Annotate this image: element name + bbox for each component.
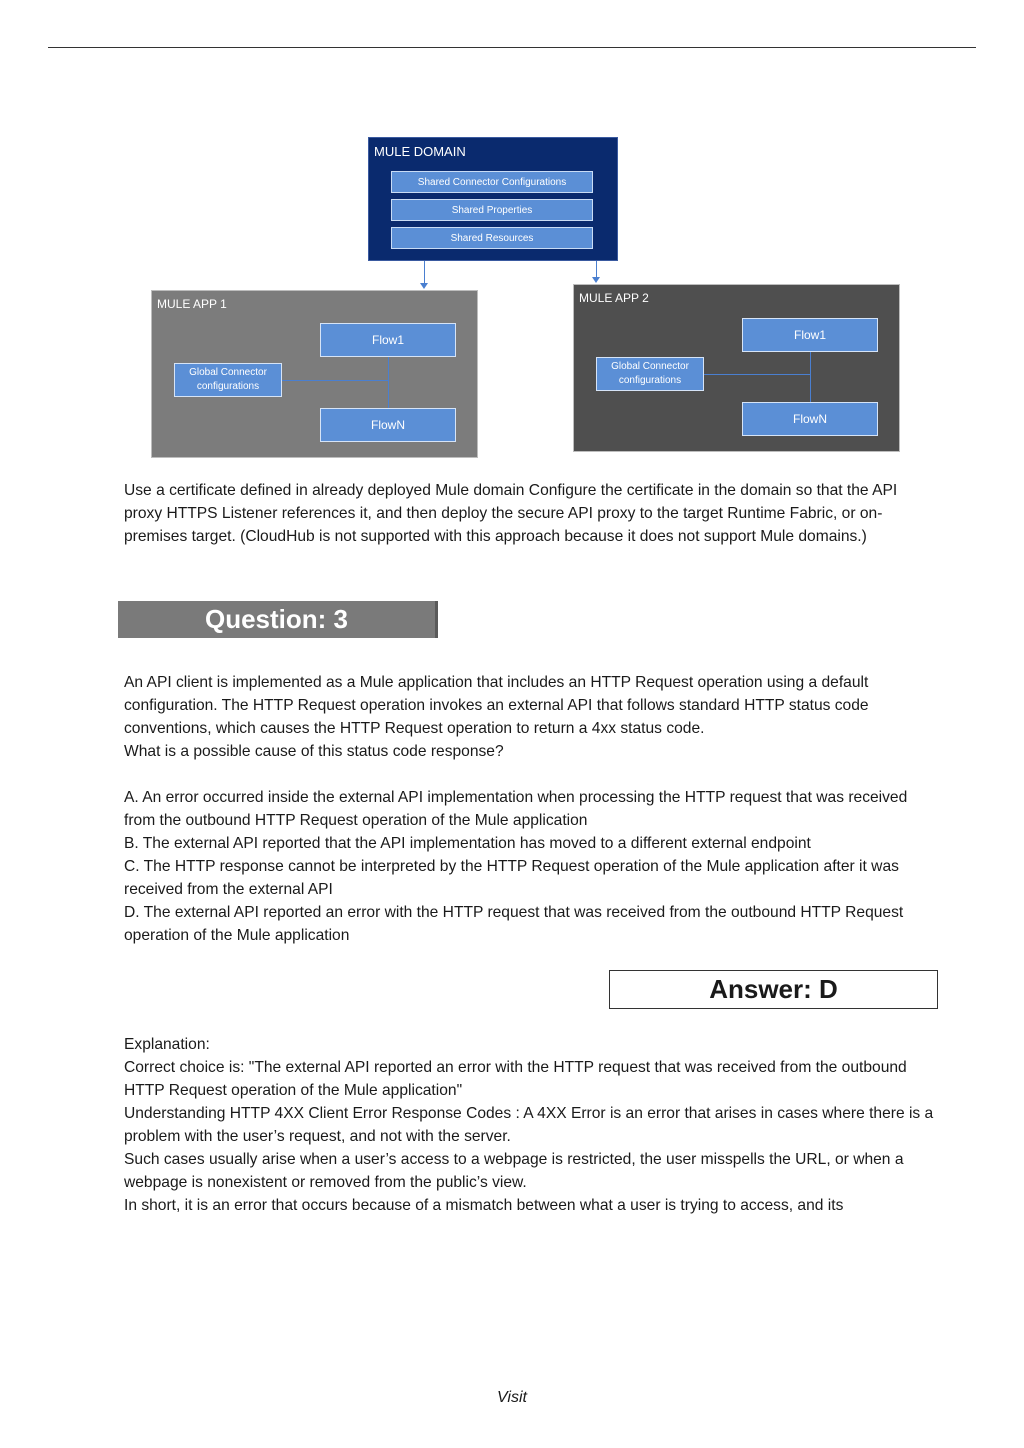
mule-app-2 bbox=[573, 284, 900, 452]
question-stem bbox=[124, 671, 934, 763]
app1-connector-line bbox=[282, 380, 388, 381]
app2-flow1: Flow1 bbox=[742, 318, 878, 352]
footer-visit: Visit bbox=[497, 1389, 527, 1406]
question-header: Question: 3 bbox=[118, 601, 438, 638]
app2-flowN: FlowN bbox=[742, 402, 878, 436]
option-d: D. The external API reported an error with the HTTP request that was received from the outbound HTTP Request operation of the Mule application bbox=[124, 904, 904, 944]
explanation-line: Correct choice is: "The external API reported an error with the HTTP request that was received from the outbound HTTP Request operation of the Mule application" bbox=[124, 1059, 907, 1099]
explanation-line: Such cases usually arise when a user’s access to a webpage is restricted, the user misspells the URL, or when a webpage is nonexistent or removed from the public’s view. bbox=[124, 1151, 904, 1191]
explanation-line: In short, it is an error that occurs because of a mismatch between what a user is trying to access, and its bbox=[124, 1197, 844, 1214]
arrow-head-app1 bbox=[420, 283, 428, 289]
app1-flow-link bbox=[388, 357, 389, 408]
app1-global-connector-configurations: Global Connector configurations bbox=[174, 363, 282, 397]
app1-flow1: Flow1 bbox=[320, 323, 456, 357]
arrow-to-app1 bbox=[424, 261, 425, 284]
question-stem-text: An API client is implemented as a Mule application that includes an HTTP Request operation using a default configuration. The HTTP Request operation invokes an external API that follows standard HTTP status code conventions, which causes the HTTP Request operation to return a 4xx status code. bbox=[124, 674, 869, 737]
question-options bbox=[124, 786, 934, 947]
explanation bbox=[124, 1033, 934, 1217]
intro-text: Use a certificate defined in already deployed Mule domain Configure the certificate in the domain so that the API proxy HTTPS Listener references it, and then deploy the secure API proxy to the target Runtime Fabric, or on-premises target. (CloudHub is not supported with this approach because it does not support Mule domains.) bbox=[124, 482, 898, 545]
shared-properties: Shared Properties bbox=[391, 199, 593, 221]
shared-resources: Shared Resources bbox=[391, 227, 593, 249]
intro-paragraph bbox=[124, 479, 934, 548]
mule-app-2-title: MULE APP 2 bbox=[579, 291, 649, 305]
answer-box: Answer: D bbox=[609, 970, 938, 1009]
app2-flow-link bbox=[810, 352, 811, 402]
shared-connector-configurations: Shared Connector Configurations bbox=[391, 171, 593, 193]
arrow-to-app2 bbox=[596, 261, 597, 278]
app1-flowN: FlowN bbox=[320, 408, 456, 442]
option-c: C. The HTTP response cannot be interpreted by the HTTP Request operation of the Mule application after it was received from the external API bbox=[124, 858, 899, 898]
explanation-label: Explanation: bbox=[124, 1036, 210, 1053]
app2-connector-line bbox=[704, 374, 810, 375]
option-b: B. The external API reported that the API implementation has moved to a different external endpoint bbox=[124, 835, 811, 852]
mule-domain-diagram bbox=[0, 0, 1024, 470]
mule-domain-title: MULE DOMAIN bbox=[374, 144, 466, 159]
app2-global-connector-configurations: Global Connector configurations bbox=[596, 357, 704, 391]
question-prompt: What is a possible cause of this status code response? bbox=[124, 743, 504, 760]
mule-app-1 bbox=[151, 290, 478, 458]
mule-app-1-title: MULE APP 1 bbox=[157, 297, 227, 311]
explanation-line: Understanding HTTP 4XX Client Error Response Codes : A 4XX Error is an error that arises in cases where there is a problem with the user’s request, and not with the server. bbox=[124, 1105, 934, 1145]
option-a: A. An error occurred inside the external API implementation when processing the HTTP request that was received from the outbound HTTP Request operation of the Mule application bbox=[124, 789, 908, 829]
arrow-head-app2 bbox=[592, 277, 600, 283]
mule-domain-box bbox=[368, 137, 618, 261]
